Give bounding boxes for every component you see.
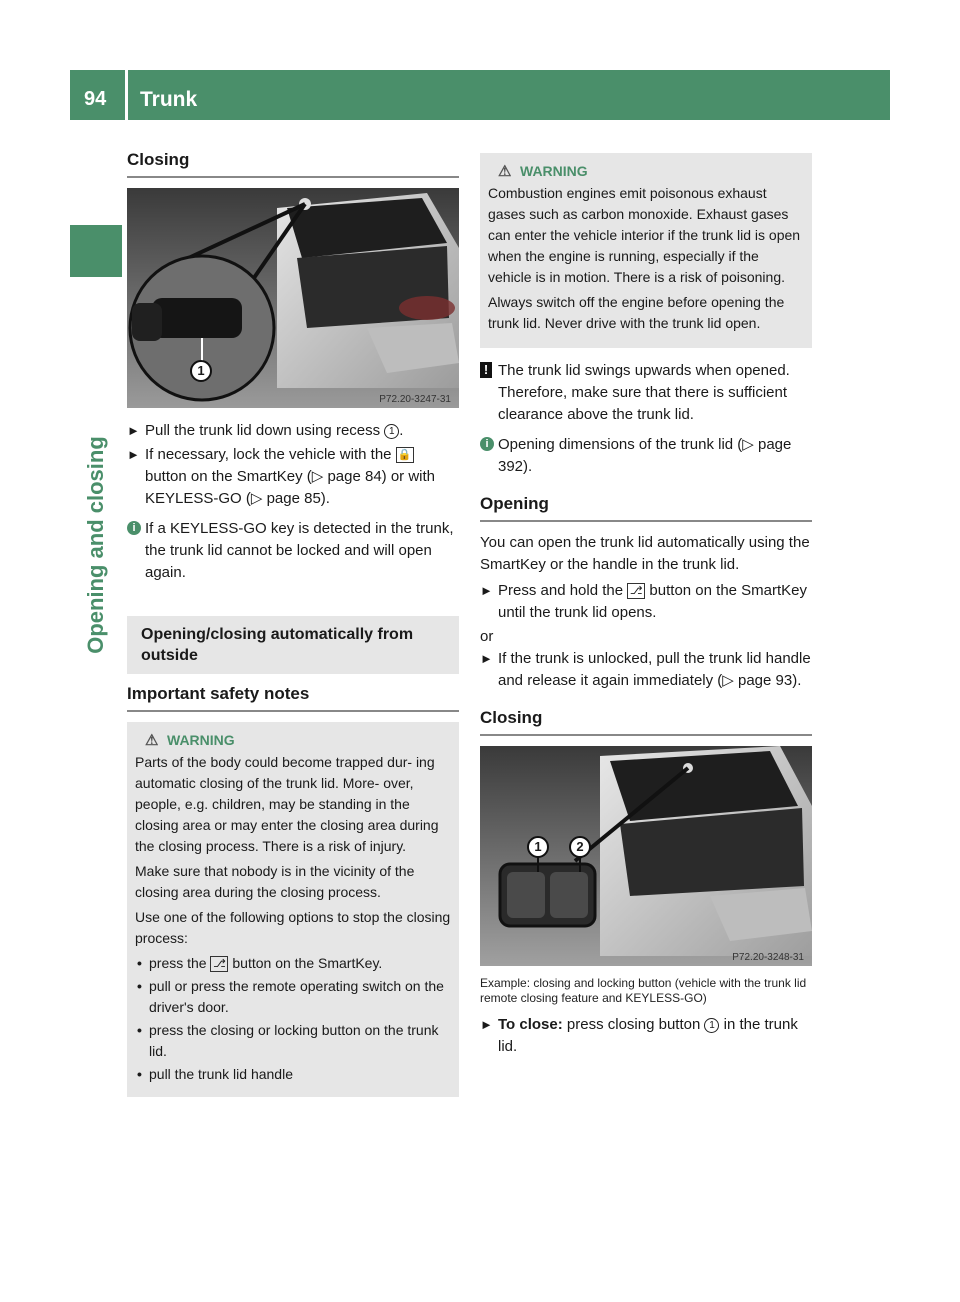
callout-1-icon: 1 — [527, 836, 549, 858]
trunk-closing-photo — [127, 188, 459, 408]
callout-number: 1 — [704, 1018, 719, 1033]
info-icon: i — [480, 437, 494, 451]
opening-heading: Opening — [480, 494, 812, 522]
warning-triangle-icon: ⚠ — [498, 163, 512, 180]
right-column — [480, 150, 812, 1060]
page-number: 94 — [84, 88, 107, 110]
trunk-button-icon: ⎇ — [627, 583, 645, 599]
step-to-close: ► To close: press closing button 1 in the trunk lid. — [480, 1016, 798, 1055]
step-arrow-icon: ► — [127, 423, 140, 438]
subsection-heading: Opening/closing automatically from outside — [127, 616, 459, 674]
warning-text: Combustion engines emit poisonous exhaust gases such as carbon monoxide. Exhaust gases can enter the vehicle interior if the trunk lid is open when the engine is running, especially if the vehicle is in motion. There is a risk of poisoning. — [488, 185, 801, 285]
warning-triangle-icon: ⚠ — [145, 732, 159, 749]
warning-text: Make sure that nobody is in the vicinity of the closing area during the closing process. — [135, 863, 415, 900]
note-clearance: ! The trunk lid swings upwards when opened. Therefore, make sure that there is sufficient clearance above the trunk lid. — [480, 360, 812, 426]
image-code: P72.20-3247-31 — [379, 394, 451, 405]
or-text: or — [480, 628, 494, 645]
header-divider — [125, 70, 128, 120]
step-arrow-icon: ► — [127, 447, 140, 462]
closing-heading-right: Closing — [480, 708, 812, 736]
image-caption: Example: closing and locking button (vehicle with the trunk lid remote closing feature and KEYLESS-GO) — [480, 976, 807, 1005]
step-arrow-icon: ► — [480, 651, 493, 666]
callout-1-icon: 1 — [190, 360, 212, 382]
safety-heading: Important safety notes — [127, 684, 459, 712]
warning-text: Parts of the body could become trapped dur- ing automatic closing of the trunk lid. More- over, people, e.g. children, may be standing in the closing area or may enter the closing area during the closing process. There is a risk of injury. — [135, 754, 439, 854]
side-tab-label: Opening and closing — [83, 436, 108, 654]
image-code: P72.20-3248-31 — [732, 952, 804, 963]
warning-box-exhaust — [480, 153, 812, 348]
side-tab-marker — [70, 225, 122, 277]
step-pull-lid: ► Pull the trunk lid down using recess 1 . — [127, 420, 459, 442]
callout-number: 1 — [384, 424, 399, 439]
info-icon: i — [127, 521, 141, 535]
step-press-button: ► Press and hold the ⎇ button on the SmartKey until the trunk lid opens. — [480, 582, 808, 621]
warning-text: Use one of the following options to stop the closing process: — [135, 909, 451, 946]
step-arrow-icon: ► — [480, 583, 493, 598]
step-lock-vehicle: ► If necessary, lock the vehicle with the 🔒 button on the SmartKey (▷ page 84) or with KEYLESS-GO (▷ page 85). — [127, 446, 436, 507]
list-item: • press the ⎇ button on the SmartKey. — [135, 953, 451, 974]
exclamation-icon: ! — [480, 362, 492, 378]
opening-text: You can open the trunk lid automatically using the SmartKey or the handle in the trunk lid. — [480, 534, 810, 573]
left-column — [127, 150, 459, 1097]
list-item: • pull the trunk lid handle — [135, 1064, 451, 1085]
closing-heading: Closing — [127, 150, 459, 178]
trunk-button-icon: ⎇ — [210, 956, 228, 972]
closing-buttons-photo — [480, 746, 812, 966]
step-pull-handle: ► If the trunk is unlocked, pull the trunk lid handle and release it again immediately (▷ page 93). — [480, 650, 811, 689]
callout-2-icon: 2 — [569, 836, 591, 858]
page-title: Trunk — [140, 88, 198, 111]
warning-title: ⚠ WARNING — [498, 163, 588, 180]
step-arrow-icon: ► — [480, 1017, 493, 1032]
warning-title: ⚠ WARNING — [145, 732, 235, 749]
info-keyless-go: i If a KEYLESS-GO key is detected in the trunk, the trunk lid cannot be locked and will open again. — [127, 518, 459, 584]
warning-text: Always switch off the engine before opening the trunk lid. Never drive with the trunk lid open. — [488, 294, 785, 331]
warning-box-closing — [127, 722, 459, 1097]
lock-button-icon: 🔒 — [396, 447, 414, 463]
list-item: • pull or press the remote operating switch on the driver's door. — [135, 976, 451, 1018]
info-dimensions: i Opening dimensions of the trunk lid (▷ page 392). — [480, 434, 812, 478]
list-item: • press the closing or locking button on the trunk lid. — [135, 1020, 451, 1062]
